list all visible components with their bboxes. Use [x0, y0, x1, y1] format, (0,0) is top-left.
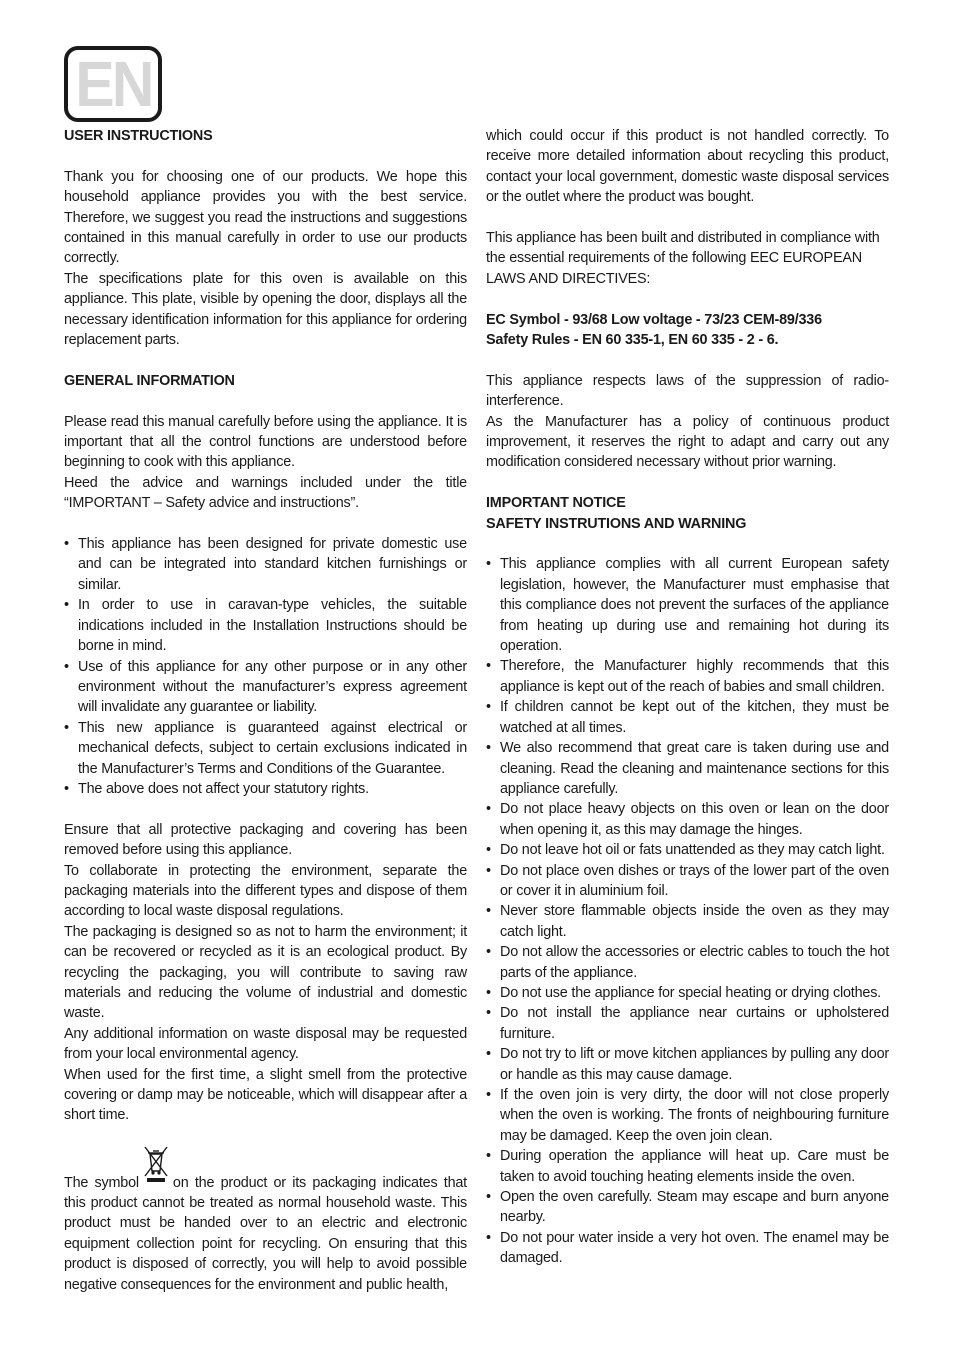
additional-info-paragraph: Any additional information on waste disposal may be requested from your local environmental agency. — [64, 1025, 467, 1063]
list-item: • Do not leave hot oil or fats unattended as they may catch light. — [486, 840, 889, 860]
read-manual-paragraph: Please read this manual carefully before using the appliance. It is important that all the control functions are understood before beginning to cook with this appliance. — [64, 413, 467, 471]
list-item: • The above does not affect your statutory rights. — [64, 779, 467, 799]
general-bullet-list — [64, 534, 467, 799]
list-item: • This appliance has been designed for private domestic use and can be integrated into standard kitchen furnishings or similar. — [64, 534, 467, 595]
crossed-bin-icon — [143, 1167, 169, 1187]
list-item: • Do not try to lift or move kitchen appliances by pulling any door or handle as this may cause damage. — [486, 1044, 889, 1085]
list-item: • Do not place heavy objects on this oven or lean on the door when opening it, as this may damage the hinges. — [486, 799, 889, 840]
list-item: • During operation the appliance will heat up. Care must be taken to avoid touching heating elements inside the oven. — [486, 1146, 889, 1187]
list-item: • This appliance complies with all current European safety legislation, however, the Manufacturer must emphasise that this compliance does not prevent the surfaces of the appliance from heating up during use and remaining hot during its operation. — [486, 554, 889, 656]
weee-text-pre: The symbol — [64, 1174, 139, 1191]
list-item: • Do not allow the accessories or electric cables to touch the hot parts of the appliance. — [486, 942, 889, 983]
radio-interference-paragraph: This appliance respects laws of the suppression of radio-interference. — [486, 372, 889, 410]
weee-text-post: on the product or its packaging indicates that this product cannot be treated as normal household waste. This product must be handed over to an electric and electronic equipment collection point for recycling. On ensuring that this product is disposed of correctly, you will help to avoid possible negative consequences for the environment and public health, — [64, 1174, 467, 1293]
list-item: • Do not place oven dishes or trays of the lower part of the oven or cover it in aluminium foil. — [486, 861, 889, 902]
compliance-paragraph: This appliance has been built and distributed in compliance with the essential requirements of the following EEC EUROPEAN LAWS AND DIRECTIVES: — [486, 230, 880, 287]
list-item: • Do not install the appliance near curtains or upholstered furniture. — [486, 1003, 889, 1044]
language-badge — [64, 46, 162, 122]
list-item: • Therefore, the Manufacturer highly recommends that this appliance is kept out of the reach of babies and small children. — [486, 656, 889, 697]
list-item: • If children cannot be kept out of the kitchen, they must be watched at all times. — [486, 697, 889, 738]
packaging-paragraph: The packaging is designed so as not to harm the environment; it can be recovered or recycled as it is an ecological product. By recycling the packaging, you will contribute to saving raw materials and reducing the volume of industrial and domestic waste. — [64, 923, 467, 1022]
list-item: • If the oven join is very dirty, the door will not close properly when the oven is working. The fronts of neighbouring furniture may be damaged. Keep the oven join clean. — [486, 1085, 889, 1146]
ensure-packaging-paragraph: Ensure that all protective packaging and covering has been removed before using this appliance. — [64, 821, 467, 859]
list-item: • Do not pour water inside a very hot oven. The enamel may be damaged. — [486, 1228, 889, 1269]
user-instructions-heading: USER INSTRUCTIONS — [64, 128, 213, 144]
list-item: • In order to use in caravan-type vehicles, the suitable indications included in the Installation Instructions should be borne in mind. — [64, 595, 467, 656]
thank-you-paragraph: Thank you for choosing one of our products. We hope this household appliance provides you with the best service. Therefore, we suggest you read the instructions and suggestions contained in this manual carefully in order to use our products correctly. — [64, 168, 467, 267]
safety-rules-line: Safety Rules - EN 60 335-1, EN 60 335 - 2 - 6. — [486, 332, 779, 349]
safety-instructions-heading: SAFETY INSTRUTIONS AND WARNING — [486, 515, 747, 532]
safety-bullet-list — [486, 554, 889, 1268]
manufacturer-policy-paragraph: As the Manufacturer has a policy of continuous product improvement, it reserves the right to adapt and carry out any modification considered necessary without prior warning. — [486, 413, 889, 471]
specifications-plate-paragraph: The specifications plate for this oven is available on this appliance. This plate, visible by opening the door, displays all the necessary identification information for this appliance for ordering replacement parts. — [64, 270, 467, 349]
list-item: • Do not use the appliance for special heating or drying clothes. — [486, 983, 889, 1003]
general-information-heading: GENERAL INFORMATION — [64, 372, 235, 389]
list-item: • Open the oven carefully. Steam may escape and burn anyone nearby. — [486, 1187, 889, 1228]
heed-advice-paragraph: Heed the advice and warnings included under the title “IMPORTANT – Safety advice and instructions”. — [64, 474, 467, 512]
right-column — [486, 126, 889, 1269]
first-use-paragraph: When used for the first time, a slight smell from the protective covering or damp may be noticeable, which will disappear after a short time. — [64, 1066, 467, 1124]
list-item: • Use of this appliance for any other purpose or in any other environment without the manufacturer’s express agreement will invalidate any guarantee or liability. — [64, 657, 467, 718]
important-notice-heading: IMPORTANT NOTICE — [486, 495, 626, 512]
ec-symbol-line: EC Symbol - 93/68 Low voltage - 73/23 CEM-89/336 — [486, 311, 822, 328]
collaborate-paragraph: To collaborate in protecting the environment, separate the packaging materials into the different types and dispose of them according to local waste disposal regulations. — [64, 862, 467, 920]
recycling-continued-paragraph: which could occur if this product is not handled correctly. To receive more detailed information about recycling this product, contact your local government, domestic waste disposal services or the outlet where the product was bought. — [486, 128, 889, 206]
left-column — [64, 126, 467, 1295]
language-badge-label: EN — [74, 48, 152, 120]
list-item: • Never store flammable objects inside the oven as they may catch light. — [486, 901, 889, 942]
list-item: • This new appliance is guaranteed against electrical or mechanical defects, subject to certain exclusions indicated in the Manufacturer’s Terms and Conditions of the Guarantee. — [64, 718, 467, 779]
weee-symbol-paragraph — [64, 1167, 467, 1295]
list-item: • We also recommend that great care is taken during use and cleaning. Read the cleaning and maintenance sections for this appliance carefully. — [486, 738, 889, 799]
